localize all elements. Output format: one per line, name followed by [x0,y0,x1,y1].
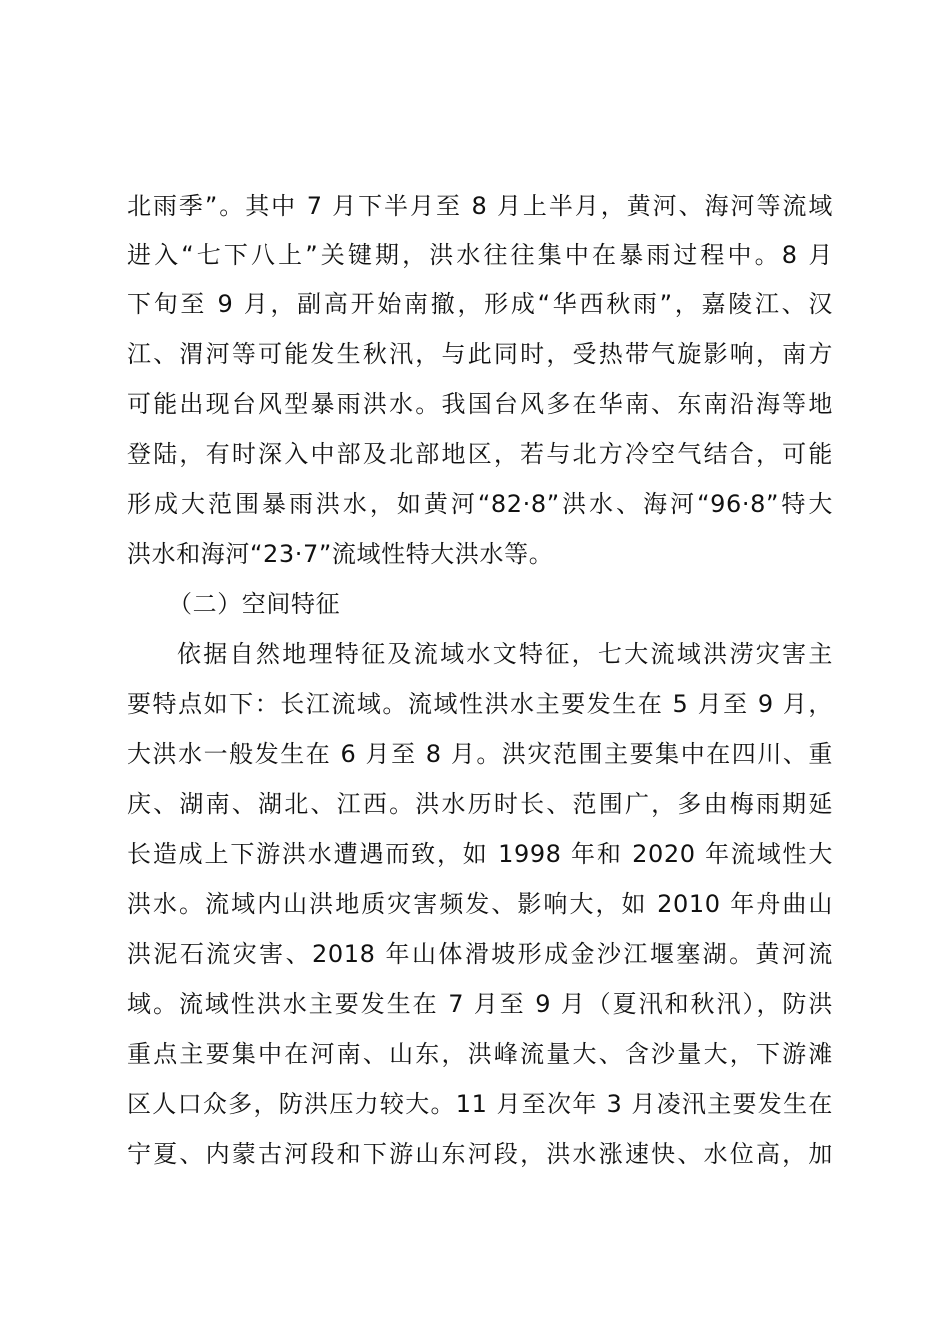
paragraph-line: 庆、湖南、湖北、江西。洪水历时长、范围广，多由梅雨期延 [127,790,833,818]
paragraph-line: 形成大范围暴雨洪水，如黄河“82·8”洪水、海河“96·8”特大 [127,490,833,518]
paragraph-line: 可能出现台风型暴雨洪水。我国台风多在华南、东南沿海等地 [127,390,833,418]
paragraph-line: 重点主要集中在河南、山东，洪峰流量大、含沙量大，下游滩 [127,1040,833,1068]
paragraph-line: 域。流域性洪水主要发生在 7 月至 9 月（夏汛和秋汛），防洪 [127,990,833,1018]
paragraph-line: 登陆，有时深入中部及北部地区，若与北方冷空气结合，可能 [127,440,833,468]
paragraph-line: 大洪水一般发生在 6 月至 8 月。洪灾范围主要集中在四川、重 [127,740,833,768]
paragraph-line: 区人口众多，防洪压力较大。11 月至次年 3 月凌汛主要发生在 [127,1090,833,1118]
section-heading: （二）空间特征 [168,590,341,618]
paragraph-first-line: 依据自然地理特征及流域水文特征，七大流域洪涝灾害主 [177,640,833,668]
paragraph-line: 洪泥石流灾害、2018 年山体滑坡形成金沙江堰塞湖。黄河流 [127,940,833,968]
paragraph-line: 进入“七下八上”关键期，洪水往往集中在暴雨过程中。8 月 [127,241,833,269]
paragraph-line: 北雨季”。其中 7 月下半月至 8 月上半月，黄河、海河等流域 [127,192,833,220]
paragraph-line: 宁夏、内蒙古河段和下游山东河段，洪水涨速快、水位高，加 [127,1140,833,1168]
paragraph-line: 江、渭河等可能发生秋汛，与此同时，受热带气旋影响，南方 [127,340,833,368]
paragraph-line: 要特点如下：长江流域。流域性洪水主要发生在 5 月至 9 月， [127,690,833,718]
paragraph-line: 洪水。流域内山洪地质灾害频发、影响大，如 2010 年舟曲山 [127,890,833,918]
paragraph-line: 下旬至 9 月，副高开始南撤，形成“华西秋雨”，嘉陵江、汉 [127,290,833,318]
paragraph-line-last: 洪水和海河“23·7”流域性特大洪水等。 [127,540,554,568]
paragraph-line: 长造成上下游洪水遭遇而致，如 1998 年和 2020 年流域性大 [127,840,833,868]
